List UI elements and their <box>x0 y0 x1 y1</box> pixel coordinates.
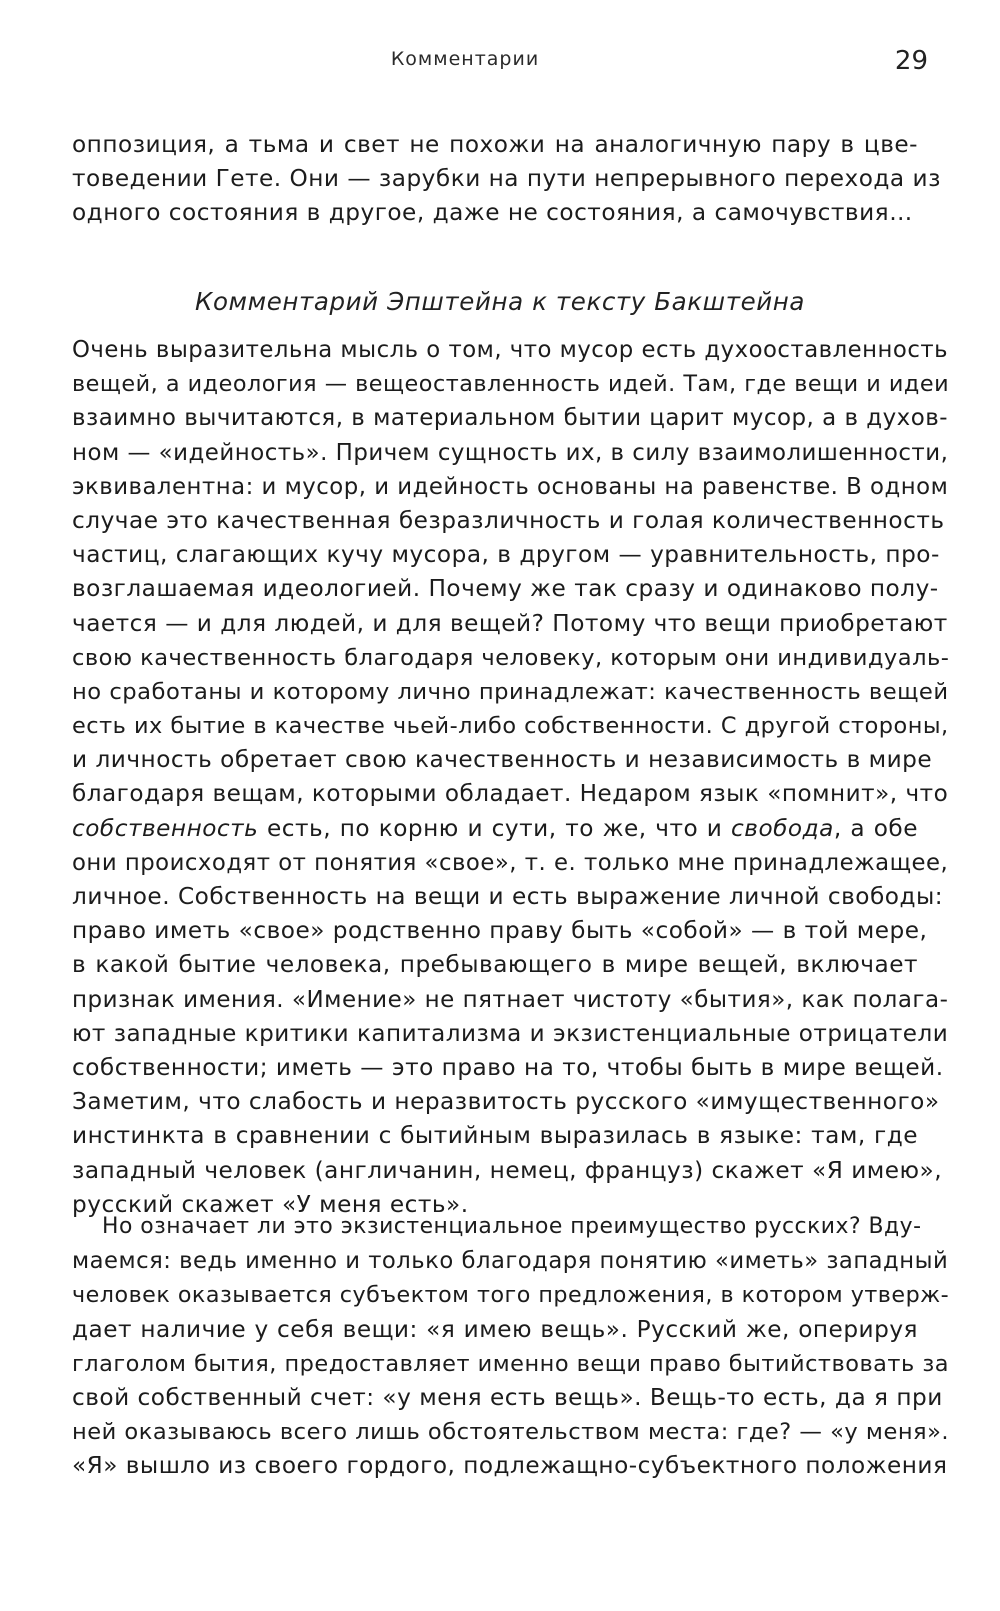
text-line: чается — и для людей, и для вещей? Потому что вещи приобретают <box>72 609 948 637</box>
text-line: Очень выразительна мысль о том, что мусор есть духооставленность <box>72 337 949 363</box>
text-line: свой собственный счет: «у меня есть вещь». Вещь-то есть, да я при <box>72 1383 943 1411</box>
text-line: «Я» вышло из своего гордого, подлежащно-субъектного положения <box>72 1452 948 1480</box>
text-line: одного состояния в другое, даже не состояния, а самочувствия… <box>72 199 913 227</box>
running-title: Комментарии <box>390 48 540 70</box>
text-line: собственности; иметь — это право на то, чтобы быть в мире вещей. <box>72 1053 944 1081</box>
text-line: возглашаемая идеологией. Почему же так сразу и одинаково полу- <box>72 575 939 603</box>
paragraph-1 <box>72 333 950 1222</box>
text-line: свою качественность благодаря человеку, которым они индивидуаль- <box>72 644 950 671</box>
text-line: Заметим, что слабость и неразвитость русского «имущественного» <box>72 1088 940 1116</box>
text-line: глаголом бытия, предоставляет именно вещи право бытийствовать за <box>72 1350 950 1377</box>
text-line: западный человек (англичанин, немец, француз) скажет «Я имею», <box>72 1156 943 1184</box>
text-line: частиц, слагающих кучу мусора, в другом — уравнительность, про- <box>72 541 940 569</box>
text-line: оппозиция, а тьма и свет не похожи на аналогичную пару в цве- <box>72 131 918 158</box>
italic-term: свобода <box>731 814 834 842</box>
text-line: право иметь «свое» родственно праву быть «собой» — в той мере, <box>72 917 928 945</box>
text-line: взаимно вычитаются, в материальном бытии царит мусор, а в духов- <box>72 405 949 432</box>
text-line: русский скажет «У меня есть». <box>72 1190 469 1218</box>
text-line: ют западные критики капитализма и экзистенциальные отрицатели <box>72 1020 949 1047</box>
text-line: ней оказываюсь всего лишь обстоятельством места: где? — «у меня». <box>72 1419 950 1446</box>
text-line: есть их бытие в качестве чьей-либо собственности. С другой стороны, <box>72 713 949 740</box>
text-line: но сработаны и которому лично принадлежат: качественность вещей <box>72 678 949 705</box>
text-line: они происходят от понятия «свое», т. е. только мне принадлежащее, <box>72 849 949 876</box>
paragraph-2 <box>72 1210 950 1484</box>
text-line: ном — «идейность». Причем сущность их, в силу взаимолишенности, <box>72 439 949 466</box>
text-line: маемся: ведь именно и только благодаря понятию «иметь» западный <box>72 1248 949 1275</box>
text-line: человек оказывается субъектом того предложения, в котором утверж- <box>72 1282 950 1309</box>
text-line: благодаря вещам, которыми обладает. Недаром язык «помнит», что <box>72 781 949 808</box>
text-line: Но означает ли это экзистенциальное преимущество русских? Вду- <box>102 1214 922 1239</box>
text-line: признак имения. «Имение» не пятнает чистоту «бытия», как полага- <box>72 986 949 1013</box>
text-line: личное. Собственность на вещи и есть выражение личной свободы: <box>72 883 944 910</box>
text-line: случае это качественная безразличность и голая количественность <box>72 506 945 534</box>
text-line: инстинкта в сравнении с бытийным выразилась в языке: там, где <box>72 1122 918 1150</box>
text-line: и личность обретает свою качественность и независимость в мире <box>72 746 933 774</box>
top-paragraph <box>72 128 941 231</box>
text-line: дает наличие у себя вещи: «я имею вещь». Русский же, оперируя <box>72 1315 918 1343</box>
italic-term: собственность <box>72 814 259 842</box>
section-heading: Комментарий Эпштейна к тексту Бакштейна <box>194 287 806 316</box>
running-header <box>0 46 1000 76</box>
text-line: в какой бытие человека, пребывающего в мире вещей, включает <box>72 951 918 979</box>
text-line-with-italics <box>72 812 918 846</box>
page-number: 29 <box>894 46 928 76</box>
text-fragment: есть, по корню и сути, то же, что и <box>258 814 732 842</box>
text-fragment: , а обе <box>833 814 918 842</box>
text-line: эквивалентна: и мусор, и идейность основаны на равенстве. В одном <box>72 473 949 500</box>
text-line: товедении Гете. Они — зарубки на пути непрерывного перехода из <box>72 165 941 193</box>
text-line: вещей, а идеология — вещеоставленность идей. Там, где вещи и идеи <box>72 371 950 398</box>
